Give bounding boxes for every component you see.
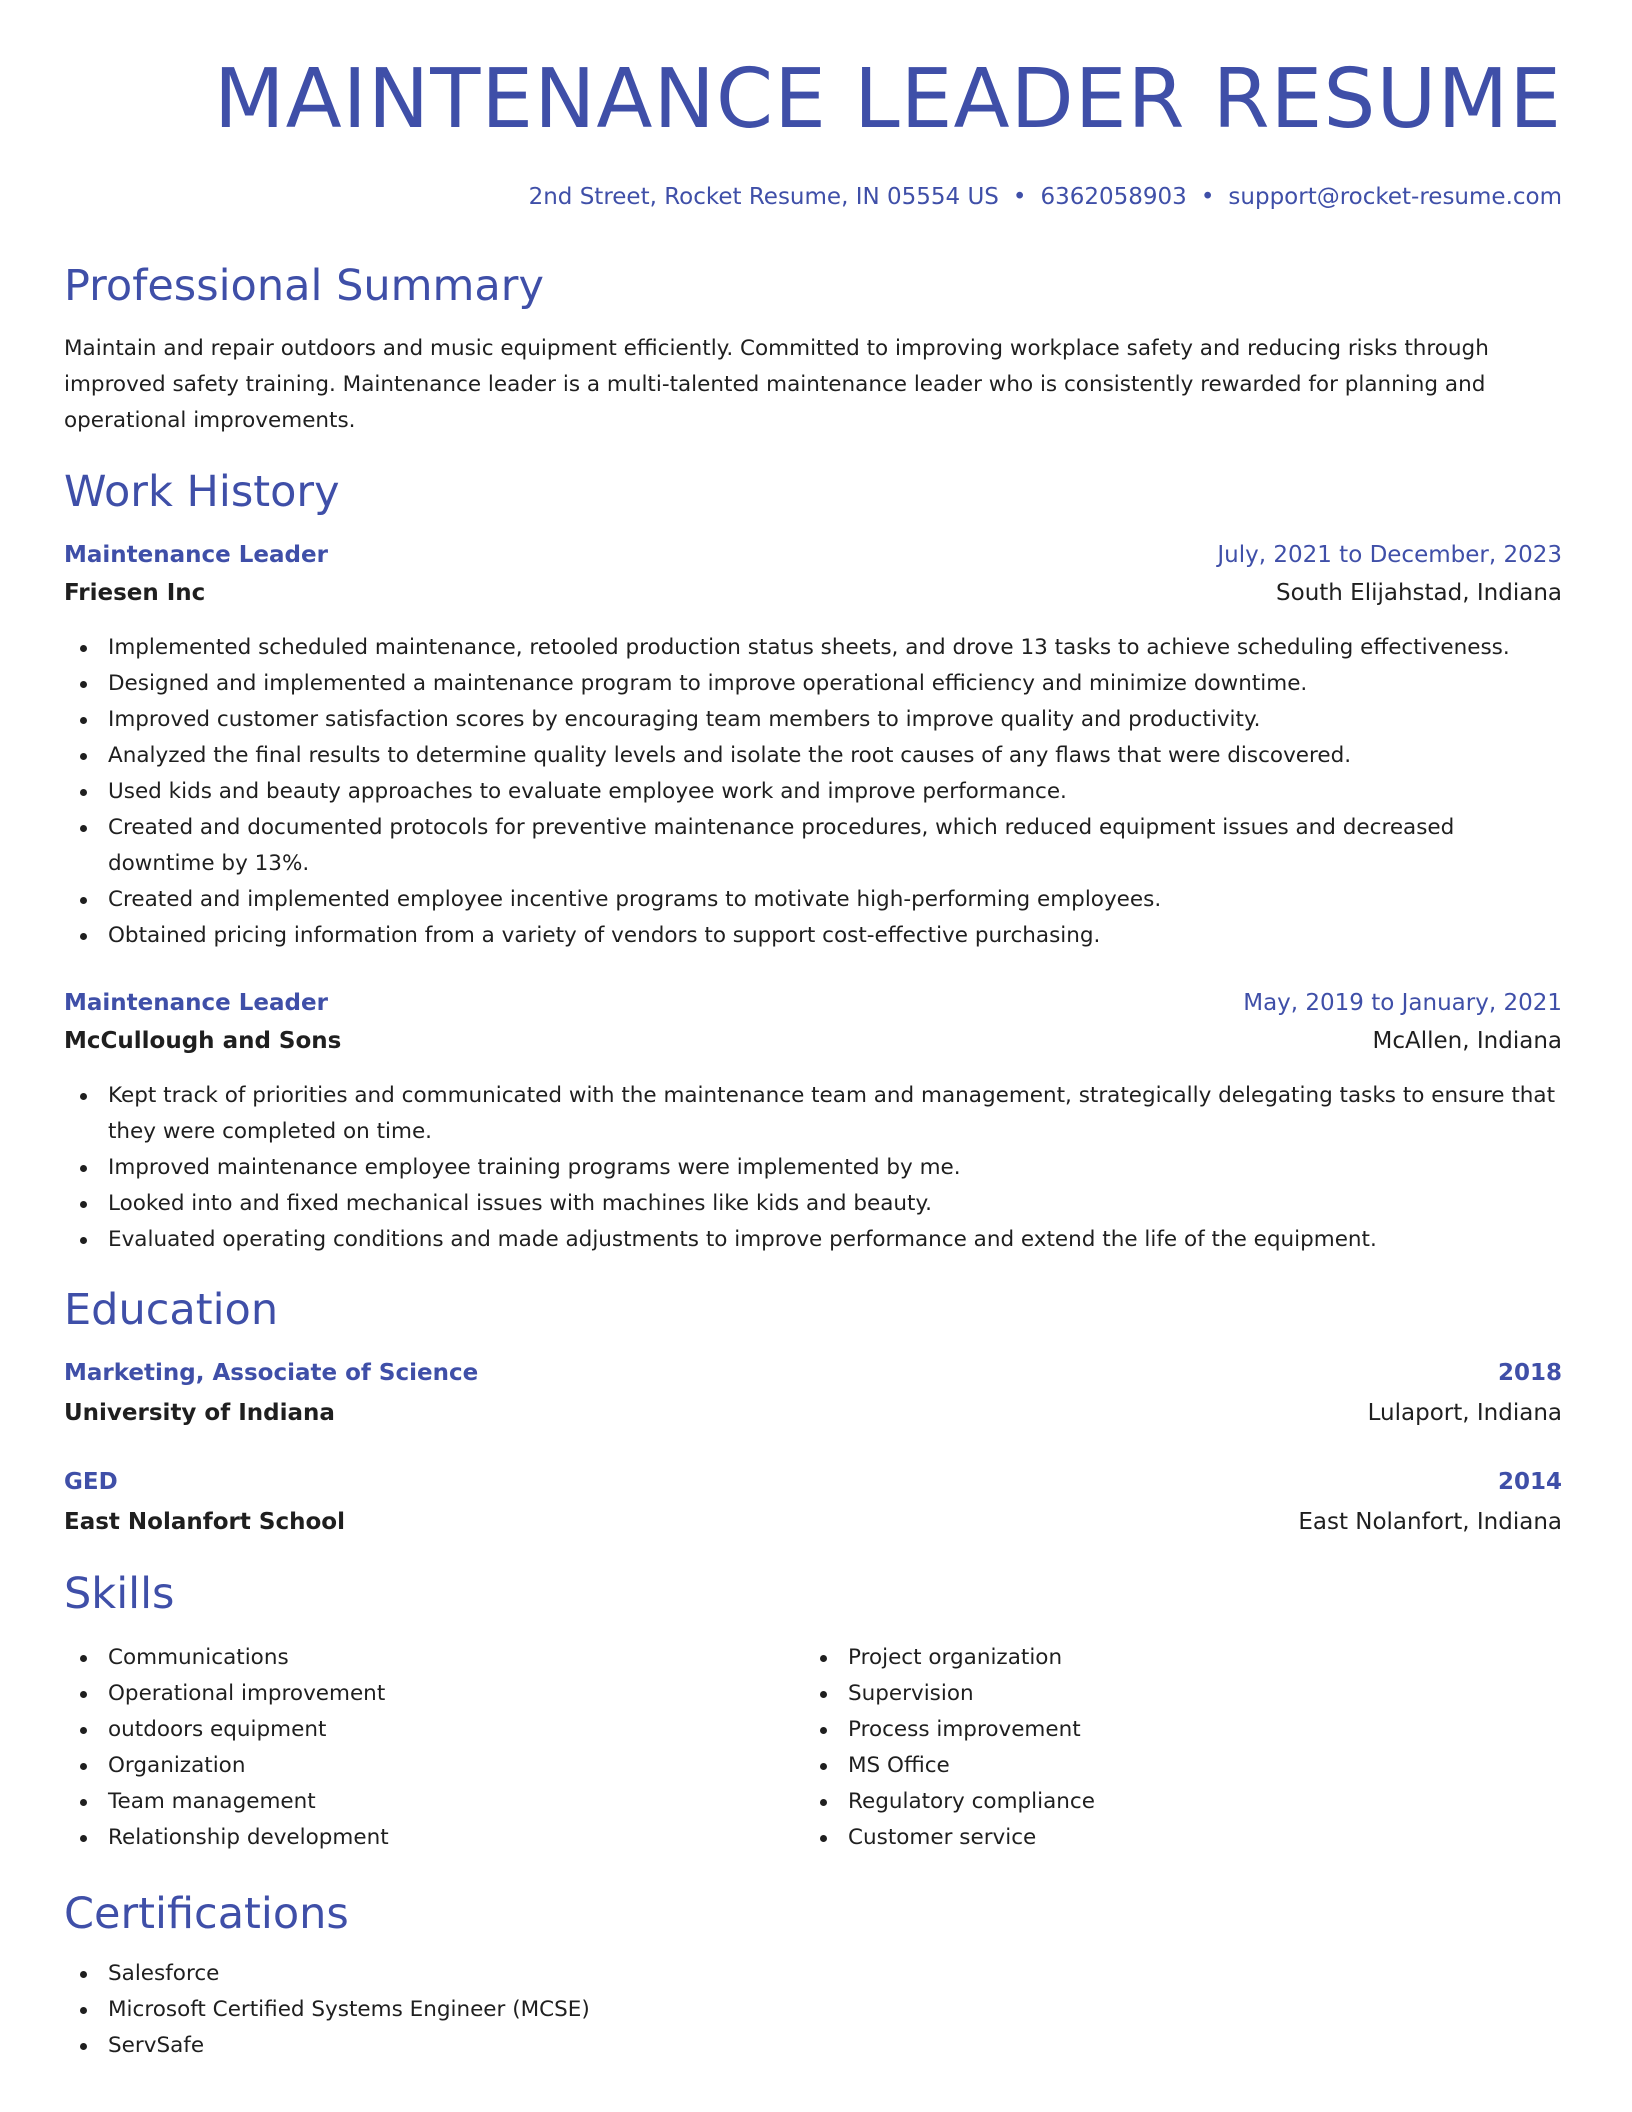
- job-header: [64, 987, 1562, 1019]
- job-dates: May, 2019 to January, 2021: [1243, 990, 1562, 1016]
- education-year: 2018: [1497, 1360, 1562, 1386]
- list-item: Improved customer satisfaction scores by encouraging team members to improve quality and productivity.: [64, 702, 1562, 738]
- separator-dot: •: [1200, 184, 1215, 210]
- list-item: Designed and implemented a maintenance program to improve operational efficiency and minimize downtime.: [64, 666, 1562, 702]
- list-item: Organization: [64, 1748, 804, 1784]
- education-location: East Nolanfort, Indiana: [1298, 1509, 1562, 1535]
- contact-phone: 6362058903: [1040, 184, 1187, 210]
- job-header: [64, 539, 1562, 571]
- summary-heading: Professional Summary: [64, 261, 544, 311]
- education-heading: Education: [64, 1285, 279, 1335]
- separator-dot: •: [1012, 184, 1027, 210]
- list-item: Supervision: [804, 1676, 1544, 1712]
- education-school-row: [64, 1506, 1562, 1538]
- list-item: Looked into and fixed mechanical issues with machines like kids and beauty.: [64, 1186, 1562, 1222]
- list-item: Analyzed the final results to determine quality levels and isolate the root causes of any flaws that were discovered.: [64, 738, 1562, 774]
- list-item: outdoors equipment: [64, 1712, 804, 1748]
- list-item: Team management: [64, 1784, 804, 1820]
- job-bullets: [64, 630, 1562, 954]
- job-company-row: [64, 1025, 1562, 1057]
- work-history-heading: Work History: [64, 467, 340, 517]
- list-item: Operational improvement: [64, 1676, 804, 1712]
- certifications-heading: Certifications: [64, 1889, 349, 1939]
- contact-line: [529, 180, 1562, 214]
- certifications-list: [64, 1956, 1562, 2064]
- education-school: East Nolanfort School: [64, 1509, 345, 1535]
- skills-heading: Skills: [64, 1569, 175, 1619]
- job-title: Maintenance Leader: [64, 542, 328, 568]
- list-item: Improved maintenance employee training programs were implemented by me.: [64, 1150, 1562, 1186]
- job-dates: July, 2021 to December, 2023: [1217, 542, 1562, 568]
- resume-title: MAINTENANCE LEADER RESUME: [213, 52, 1562, 147]
- list-item: Microsoft Certified Systems Engineer (MCSE): [64, 1992, 1562, 2028]
- education-header: [64, 1466, 1562, 1498]
- list-item: Created and documented protocols for preventive maintenance procedures, which reduced equipment issues and decreased downtime by 13%.: [64, 810, 1562, 882]
- list-item: Communications: [64, 1640, 804, 1676]
- education-school-row: [64, 1397, 1562, 1429]
- list-item: Created and implemented employee incentive programs to motivate high-performing employees.: [64, 882, 1562, 918]
- job-location: McAllen, Indiana: [1372, 1028, 1562, 1054]
- list-item: Regulatory compliance: [804, 1784, 1544, 1820]
- list-item: Kept track of priorities and communicated with the maintenance team and management, strategically delegating tasks to ensure that they were completed on time.: [64, 1078, 1562, 1150]
- list-item: MS Office: [804, 1748, 1544, 1784]
- list-item: ServSafe: [64, 2028, 1562, 2064]
- skills-list-left: [64, 1640, 804, 1856]
- list-item: Evaluated operating conditions and made adjustments to improve performance and extend the life of the equipment.: [64, 1222, 1562, 1258]
- education-location: Lulaport, Indiana: [1367, 1400, 1562, 1426]
- job-bullets: [64, 1078, 1562, 1258]
- list-item: Relationship development: [64, 1820, 804, 1856]
- education-school: University of Indiana: [64, 1400, 335, 1426]
- summary-text: Maintain and repair outdoors and music equipment efficiently. Committed to improving workplace safety and reducing risks through improved safety training. Maintenance leader is a multi-talented maintenance leader who is consistently rewarded for planning and operational improvements.: [64, 336, 1489, 433]
- job-company: Friesen Inc: [64, 580, 206, 606]
- job-location: South Elijahstad, Indiana: [1276, 580, 1562, 606]
- list-item: Project organization: [804, 1640, 1544, 1676]
- education-degree: Marketing, Associate of Science: [64, 1360, 479, 1386]
- skills-list-right: [804, 1640, 1544, 1856]
- job-title: Maintenance Leader: [64, 990, 328, 1016]
- list-item: Used kids and beauty approaches to evaluate employee work and improve performance.: [64, 774, 1562, 810]
- job-company: McCullough and Sons: [64, 1028, 342, 1054]
- list-item: Customer service: [804, 1820, 1544, 1856]
- list-item: Implemented scheduled maintenance, retooled production status sheets, and drove 13 tasks to achieve scheduling effectiveness.: [64, 630, 1562, 666]
- education-year: 2014: [1497, 1469, 1562, 1495]
- list-item: Salesforce: [64, 1956, 1562, 1992]
- education-degree: GED: [64, 1469, 118, 1495]
- contact-address: 2nd Street, Rocket Resume, IN 05554 US: [528, 184, 999, 210]
- list-item: Process improvement: [804, 1712, 1544, 1748]
- list-item: Obtained pricing information from a variety of vendors to support cost-effective purchasing.: [64, 918, 1562, 954]
- contact-email[interactable]: support@rocket-resume.com: [1228, 184, 1562, 210]
- education-header: [64, 1357, 1562, 1389]
- job-company-row: [64, 577, 1562, 609]
